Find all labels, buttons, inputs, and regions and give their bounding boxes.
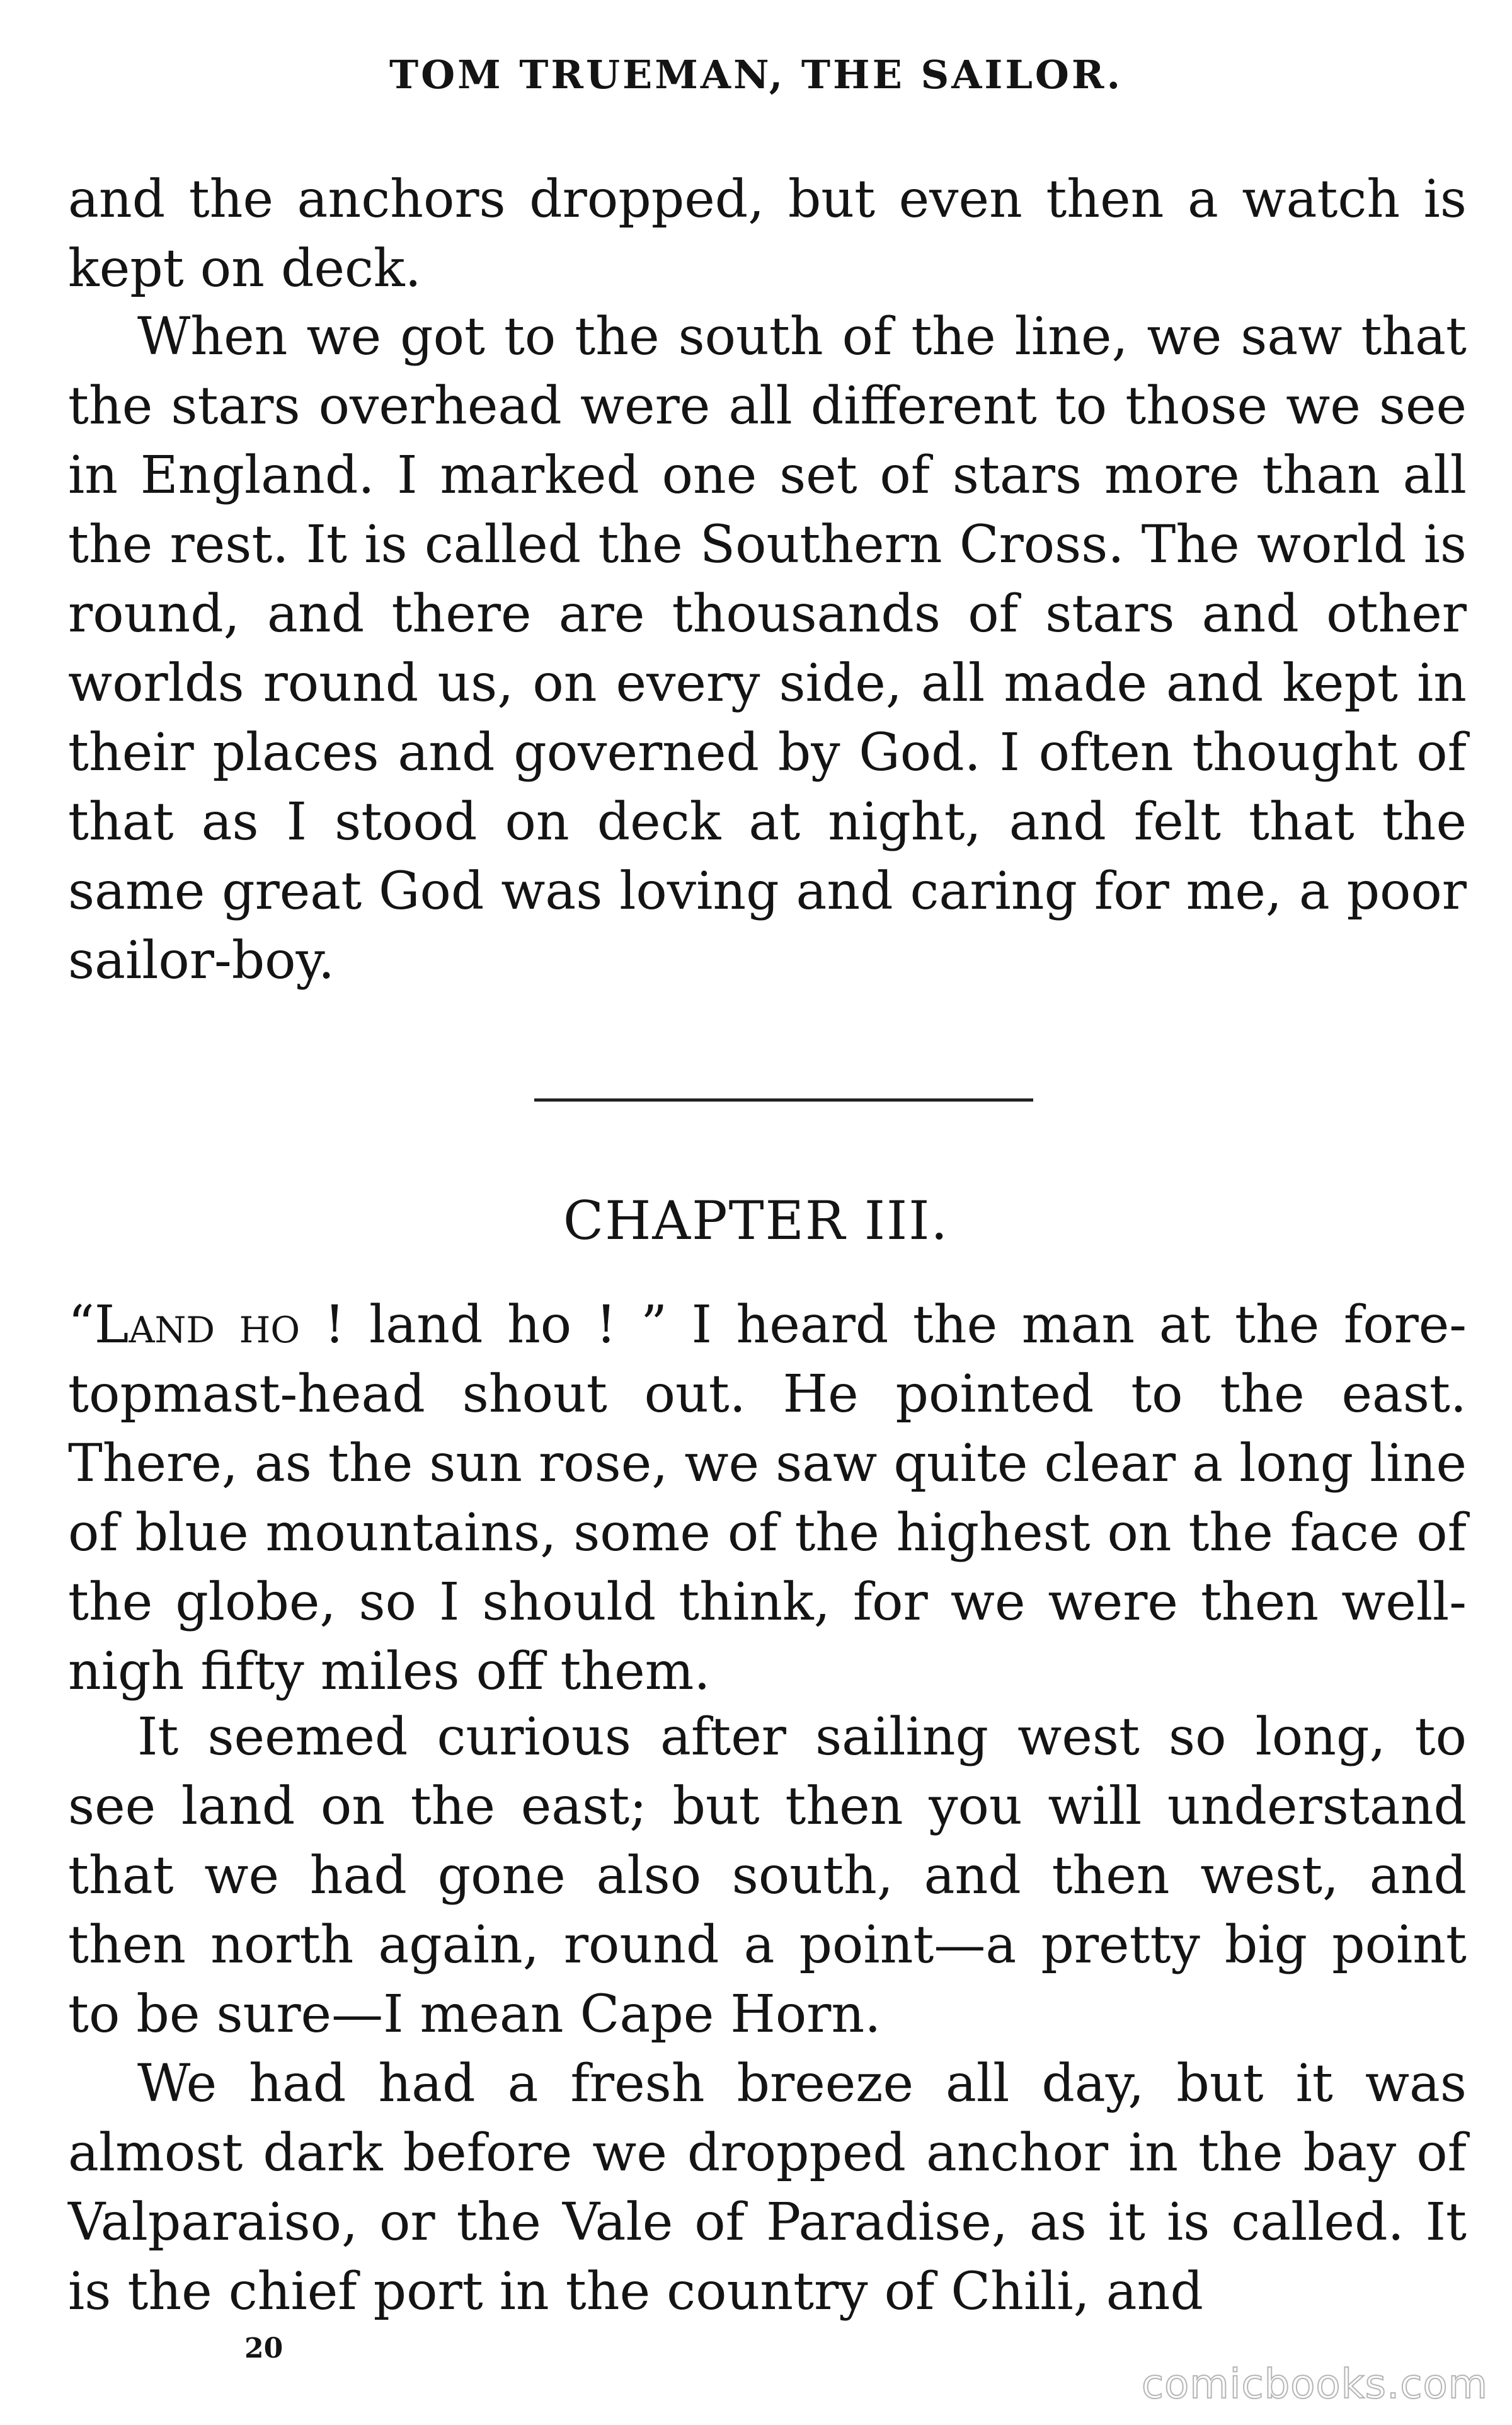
paragraph-land-ho — [68, 1291, 1467, 1707]
chapter-title: CHAPTER III. — [563, 1190, 949, 1252]
paragraph-cape-horn: It seemed curious after sailing west so long, to see land on the east; but then you will understand that we had gone also south, and then west, and then north again, round a point—a pretty big point to be sure—I mean Cape Horn. — [68, 1707, 1467, 2044]
paragraph-continuation: and the anchors dropped, but even then a watch is kept on deck. — [68, 170, 1467, 299]
opening-quote: “ — [68, 1295, 94, 1355]
section-divider — [534, 1098, 1033, 1102]
paragraph-southern-cross: When we got to the south of the line, we saw that the stars overhead were all different to those we see in England. I marked one set of stars more than all the rest. It is called the Southern Cross. The world is round, and there are thousands of stars and other worlds round us, on every side, all made and kept in their places and governed by God. I often thought of that as I stood on deck at night, and felt that the same great God was loving and caring for me, a poor sailor-boy. — [68, 307, 1467, 991]
paragraph-land-ho-text: ! land ho ! ” I heard the man at the fore-topmast-head shout out. He pointed to the east. There, as the sun rose, we saw quite clear a long line of blue mountains, some of the highest on the face of the globe, so I should think, for we were then well-nigh fifty miles off them. — [68, 1295, 1467, 1702]
page-number: 20 — [244, 2332, 284, 2365]
opening-words: Land ho — [94, 1295, 301, 1355]
running-title: TOM TRUEMAN, THE SAILOR. — [389, 52, 1123, 98]
watermark: comicbooks.com — [1141, 2361, 1488, 2408]
paragraph-valparaiso: We had had a fresh breeze all day, but it was almost dark before we dropped anchor in the bay of Valparaiso, or the Vale of Paradise, as it is called. It is the chief port in the country of Chili, and — [68, 2054, 1467, 2322]
